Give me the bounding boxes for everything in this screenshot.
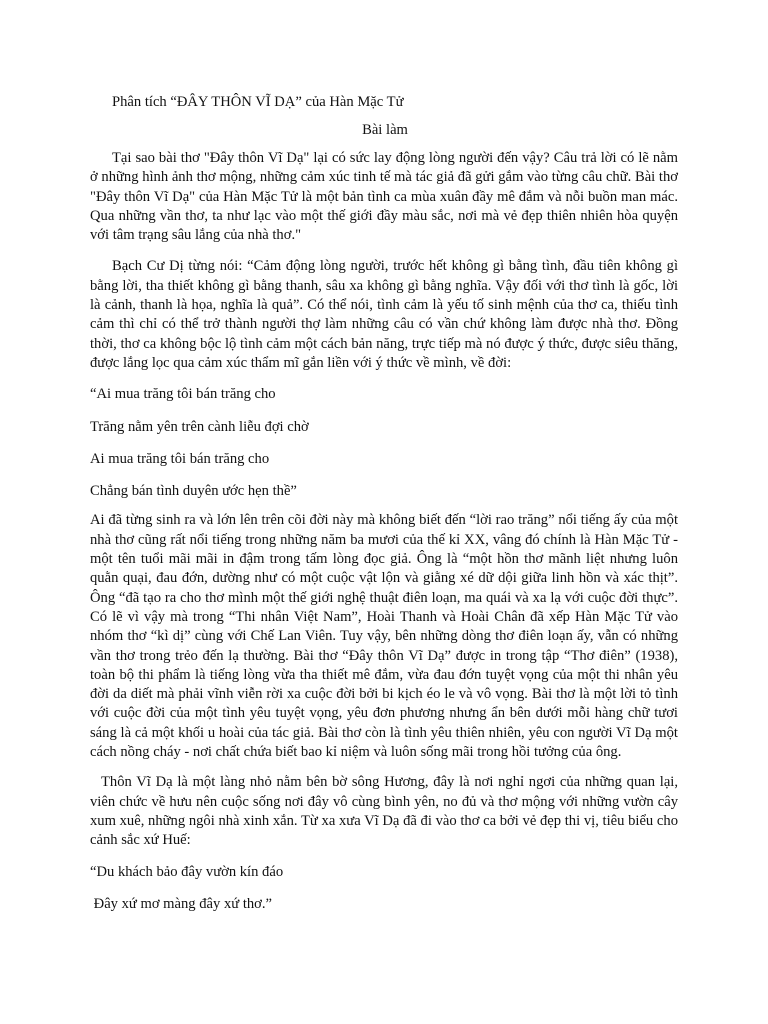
verse-line: Trăng nằm yên trên cành liễu đợi chờ bbox=[90, 418, 309, 435]
paragraph-han-mac-tu: Ai đã từng sinh ra và lớn lên trên cõi đời này mà không biết đến “lời rao trăng” nổi tiếng ấy của một nhà thơ cũng rất nổi tiếng trong những năm ba mươi của thế kỉ XX, vâng đó chính là Hàn Mặc Tử - một tên tuổi mãi mãi in đậm trong tấm lòng đọc giả. Ông là “một hồn thơ mãnh liệt nhưng luôn quằn quại, đau đớn, dường như có một cuộc vật lộn và giằng xé dữ dội giữa linh hồn và xác thịt”. Ông “đã tạo ra cho thơ mình một thế giới nghệ thuật điên loạn, ma quái và xa lạ với cuộc đời thực”. Có lẽ vì vậy mà trong “Thi nhân Việt Nam”, Hoài Thanh và Hoài Chân đã xếp Hàn Mặc Tử vào nhóm thơ “kì dị” cùng với Chế Lan Viên. Tuy vậy, bên những dòng thơ điên loạn ấy, vẫn có những vần thơ trong trẻo đến lạ thường. Bài thơ “Đây thôn Vĩ Dạ” được in trong tập “Thơ điên” (1938), toàn bộ thi phẩm là tiếng lòng vừa tha thiết mê đắm, vừa đau đớn tuyệt vọng của một thi nhân yêu đời da diết mà phải vĩnh viễn rời xa cuộc đời bởi bi kịch éo le và vô vọng. Bài thơ là một lời tỏ tình với cuộc đời của một tình yêu tuyệt vọng, yêu đơn phương nhưng ẩn bên dưới mỗi hàng chữ tươi sáng là cả một khối u hoài của tác giả. Bài thơ còn là tình yêu thiên nhiên, yêu con người Vĩ Dạ một cách nồng cháy - nơi chất chứa biết bao kỉ niệm và luôn sống mãi trong hồi tưởng của ông. bbox=[90, 512, 678, 761]
document-subtitle: Bài làm bbox=[362, 122, 408, 138]
verse-line: “Du khách bảo đây vườn kín đáo bbox=[90, 863, 284, 880]
verse-line: Chẳng bán tình duyên ước hẹn thề” bbox=[90, 483, 297, 500]
paragraph-bach-cu-di: Bạch Cư Dị từng nói: “Cảm động lòng người, trước hết không gì bằng tình, đầu tiên không gì bằng lời, tha thiết không gì bằng thanh, sâu xa không gì bằng nghĩa. Vậy đối với thơ tình là gốc, lời là cảnh, thanh là họa, nghĩa là quả”. Có thể nói, tình cảm là yếu tố sinh mệnh của thơ ca, thiếu tình cảm thì chỉ có thể trở thành người thợ làm những câu có vần chứ không làm được nhà thơ. Đồng thời, thơ ca không bộc lộ tình cảm một cách bản năng, trực tiếp mà nó được ý thức, được siêu thăng, được lắng lọc qua cảm xúc thẩm mĩ gắn liền với ý thức về mình, về đời: bbox=[90, 258, 678, 371]
paragraph-thon-vi-da: Thôn Vĩ Dạ là một làng nhỏ nằm bên bờ sông Hương, đây là nơi nghỉ ngơi của những quan lại, viên chức về hưu nên cuộc sống nơi đây vô cùng bình yên, no đủ và thơ mộng với những vườn cây xum xuê, những ngôi nhà xinh xắn. Từ xa xưa Vĩ Dạ đã đi vào thơ ca bởi vẻ đẹp thi vị, tiêu biểu cho cảnh sắc xứ Huế: bbox=[90, 774, 678, 849]
verse-line: Ai mua trăng tôi bán trăng cho bbox=[90, 450, 270, 467]
verse-line: “Ai mua trăng tôi bán trăng cho bbox=[90, 386, 276, 403]
paragraph-intro: Tại sao bài thơ "Đây thôn Vĩ Dạ" lại có sức lay động lòng người đến vậy? Câu trả lời có lẽ nằm ở những hình ảnh thơ mộng, những cảm xúc tinh tế mà tác giả đã gửi gắm vào từng câu chữ. Bài thơ "Đây thôn Vĩ Dạ" của Hàn Mặc Tử là một bản tình ca mùa xuân đầy mê đắm và nỗi buồn man mác. Qua những vần thơ, ta như lạc vào một thế giới đầy màu sắc, nơi mà vẻ đẹp thiên nhiên hòa quyện với tâm trạng sâu lắng của nhà thơ." bbox=[90, 150, 678, 244]
verse-line: Đây xứ mơ màng đây xứ thơ.” bbox=[90, 895, 273, 912]
document-title: Phân tích “ĐÂY THÔN VĨ DẠ” của Hàn Mặc Tử bbox=[112, 94, 404, 110]
